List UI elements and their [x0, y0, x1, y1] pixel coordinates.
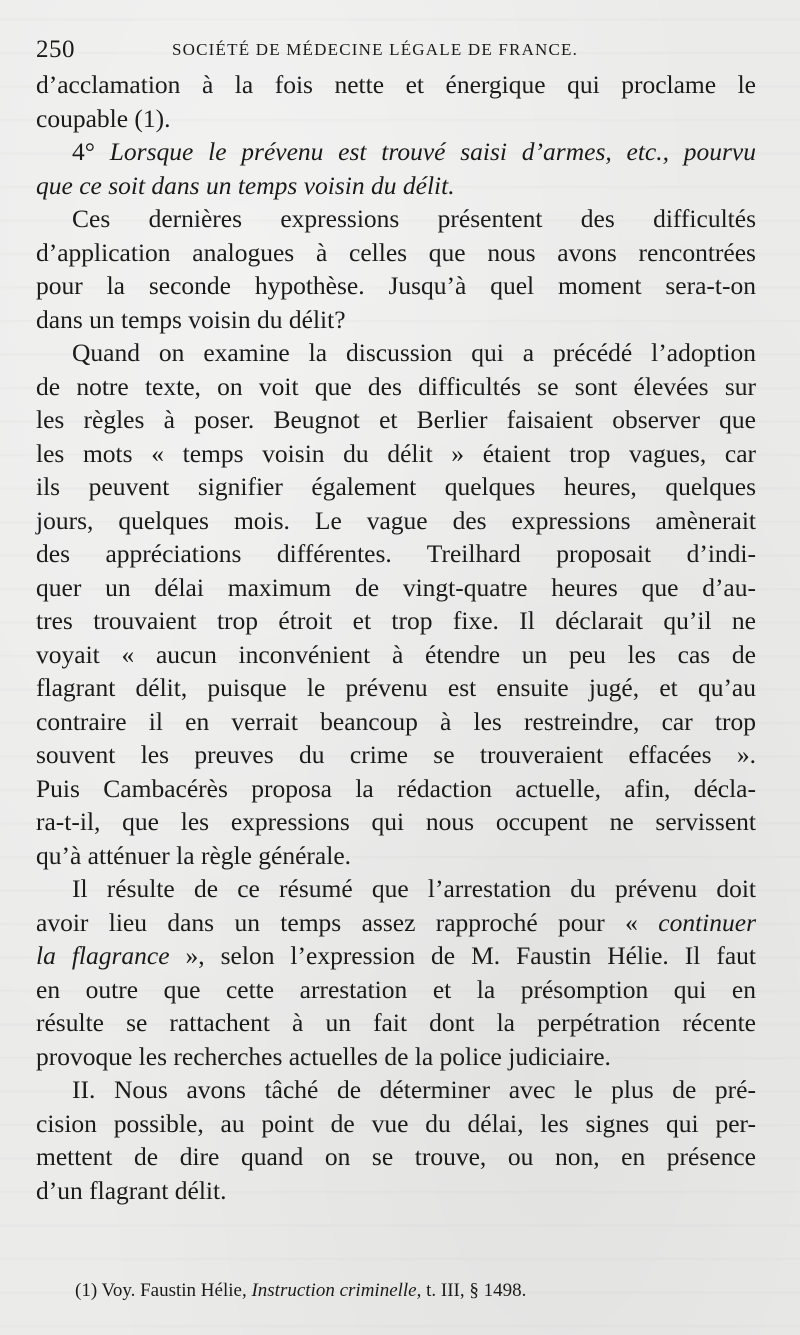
text-line: mettent de dire quand on se trouve, ou non, en présence — [36, 1142, 756, 1171]
text-line: Quand on examine la discussion qui a précédé l’adoption — [72, 338, 756, 367]
text-line: cision possible, au point de vue du délai, les signes qui per- — [36, 1108, 756, 1138]
text-line: ra-t-il, que les expressions qui nous occupent ne servissent — [36, 807, 756, 836]
text-line: flagrant délit, puisque le prévenu est ensuite jugé, et qu’au — [36, 673, 756, 702]
footnote-lead: (1) Voy. Faustin Hélie, — [75, 1280, 252, 1301]
text-line: pour la seconde hypothèse. Jusqu’à quel moment sera-t-on — [36, 271, 756, 300]
text-line: que ce soit dans un temps voisin du délit. — [36, 170, 455, 200]
footnote-tail: , t. III, § 1498. — [416, 1280, 527, 1301]
running-title: SOCIÉTÉ DE MÉDECINE LÉGALE DE FRANCE. — [172, 40, 579, 59]
list-number: 4° — [72, 137, 110, 166]
text-line-mixed — [36, 939, 756, 973]
page-number: 250 — [36, 36, 75, 63]
footnote-title: Instruction criminelle — [251, 1280, 417, 1301]
text-line: dans un temps voisin du délit? — [36, 304, 346, 334]
text-line: Puis Cambacérès proposa la rédaction actuelle, afin, décla- — [36, 773, 756, 803]
text-line: résulte se rattachent à un fait dont la perpétration récente — [36, 1008, 756, 1037]
text-line: provoque les recherches actuelles de la police judiciaire. — [36, 1041, 611, 1071]
text-line: contraire il en verrait beancoup à les restreindre, car trop — [36, 706, 756, 736]
text-line: d’un flagrant délit. — [36, 1175, 227, 1205]
text-line: d’acclamation à la fois nette et énergique qui proclame le — [36, 70, 756, 99]
text-line: des appréciations différentes. Treilhard proposait d’indi- — [36, 539, 756, 568]
footnote — [75, 1280, 755, 1302]
text-line: jours, quelques mois. Le vague des expressions amènerait — [36, 505, 756, 535]
italic-lead: Lorsque le prévenu est trouvé saisi d’armes, etc., pourvu — [109, 137, 756, 166]
text-line-mixed — [36, 906, 756, 940]
text-segment: avoir lieu dans un temps assez rapproché pour « — [36, 907, 659, 937]
text-line: les mots « temps voisin du délit » étaient trop vagues, car — [36, 438, 756, 468]
text-line: coupable (1). — [36, 103, 171, 133]
text-line: tres trouvaient trop étroit et trop fixe. Il déclarait qu’il ne — [36, 606, 756, 635]
body-text — [36, 68, 756, 1207]
text-line: Il résulte de ce résumé que l’arrestation du prévenu doit — [72, 874, 756, 903]
text-line: quer un délai maximum de vingt-quatre heures que d’au- — [36, 572, 756, 602]
text-line: en outre que cette arrestation et la présomption qui en — [36, 974, 756, 1004]
text-line: les règles à poser. Beugnot et Berlier faisaient observer que — [36, 405, 756, 434]
text-line: qu’à atténuer la règle générale. — [36, 840, 352, 870]
text-line-italic — [36, 135, 756, 169]
text-line: voyait « aucun inconvénient à étendre un peu les cas de — [36, 639, 756, 669]
page-header — [36, 36, 756, 66]
text-line: souvent les preuves du crime se trouveraient effacées ». — [36, 740, 756, 769]
text-line: Ces dernières expressions présentent des difficultés — [72, 204, 756, 233]
text-line: II. Nous avons tâché de déterminer avec le plus de pré- — [72, 1075, 756, 1104]
text-line: ils peuvent signifier également quelques heures, quelques — [36, 472, 756, 501]
italic-segment: la flagrance — [36, 941, 170, 970]
italic-segment: continuer — [658, 907, 756, 937]
text-line: d’application analogues à celles que nous avons rencontrées — [36, 237, 756, 267]
text-line: de notre texte, on voit que des difficultés se sont élevées sur — [36, 371, 756, 401]
text-segment: », selon l’expression de M. Faustin Hélie. Il faut — [169, 941, 756, 970]
